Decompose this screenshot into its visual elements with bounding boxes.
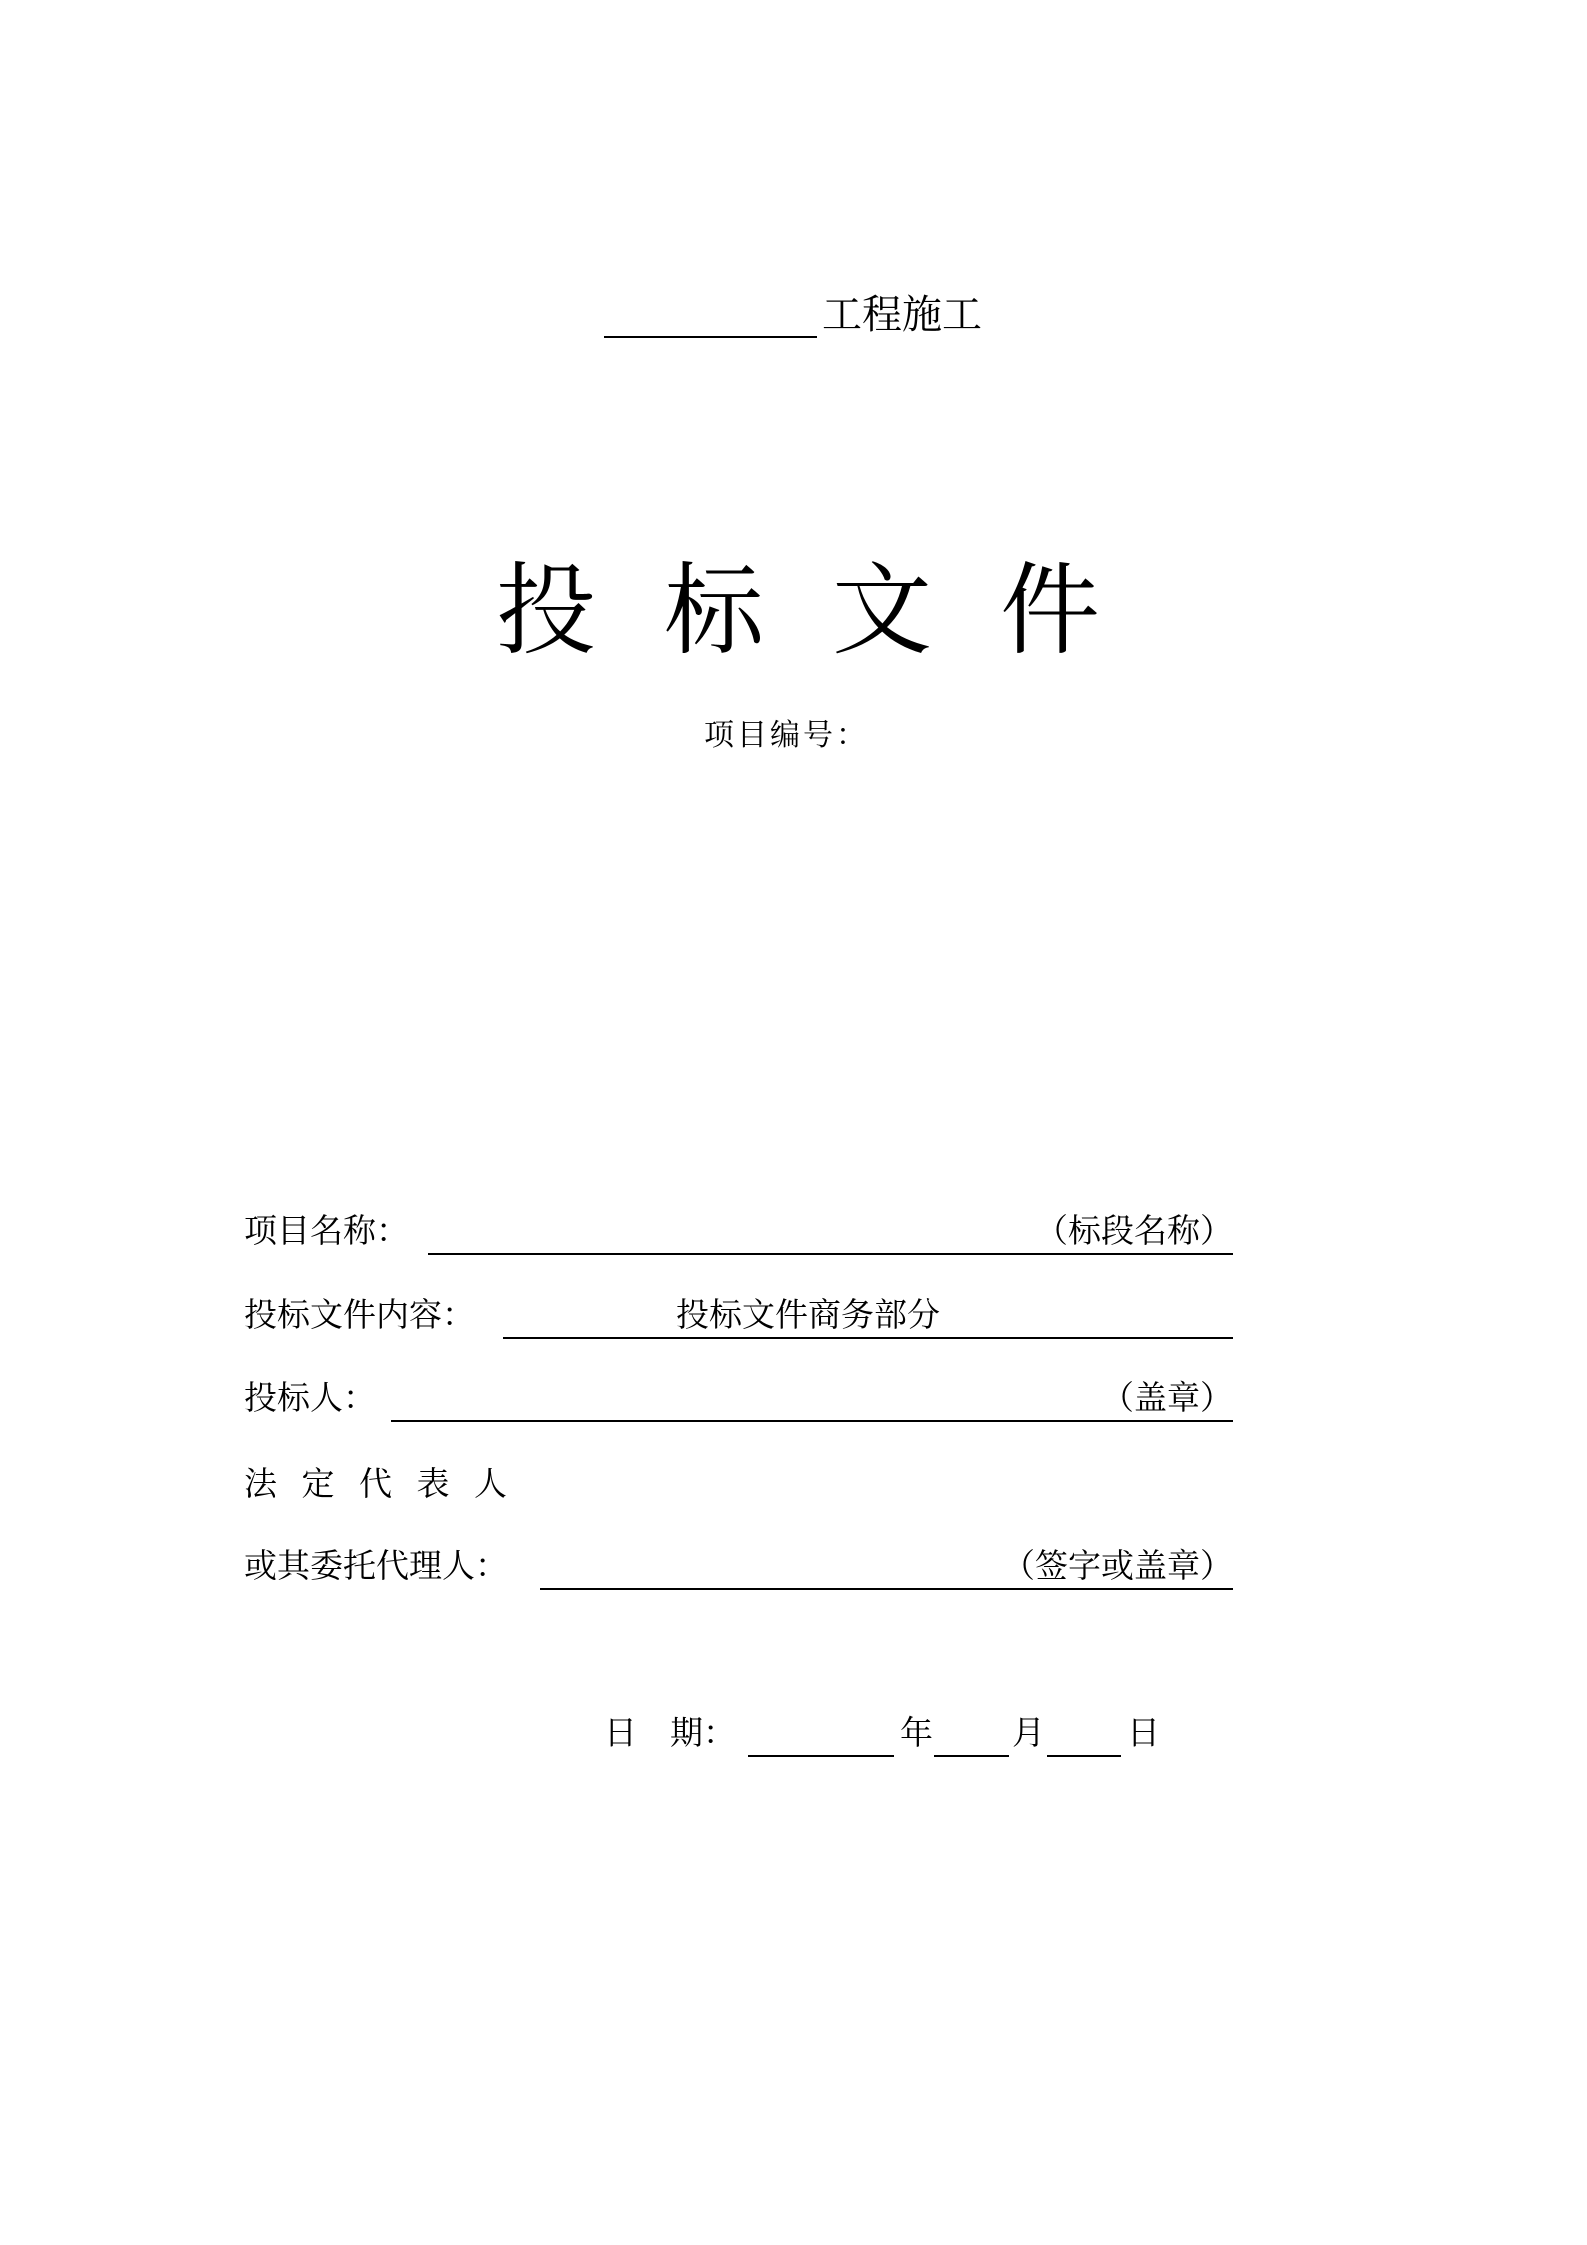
bidder-row (244, 1376, 1233, 1422)
year-label: 年 (900, 1713, 933, 1752)
legal-rep-row (244, 1462, 1233, 1508)
date-label: 日 期： (604, 1713, 736, 1752)
bid-content-value: 投标文件商务部分 (676, 1295, 940, 1334)
seal-hint: （盖章） (1101, 1378, 1233, 1417)
bid-content-field (503, 1293, 1233, 1339)
section-name-hint: （标段名称） (1035, 1211, 1233, 1250)
month-label: 月 (1012, 1713, 1045, 1752)
project-number-label: 项目编号： (704, 718, 869, 753)
bidder-field (391, 1376, 1233, 1422)
month-blank (934, 1711, 1009, 1757)
header-suffix: 工程施工 (822, 292, 982, 338)
project-name-label: 项目名称： (244, 1211, 409, 1250)
project-name-blank (604, 292, 817, 338)
project-name-field (428, 1209, 1233, 1255)
agent-row (244, 1544, 1233, 1590)
agent-field (540, 1544, 1233, 1590)
agent-label: 或其委托代理人： (244, 1546, 508, 1585)
bidder-label: 投标人： (244, 1378, 376, 1417)
document-title: 投标文件 (496, 552, 1168, 669)
bid-content-label: 投标文件内容： (244, 1295, 475, 1334)
bid-content-row (244, 1293, 1233, 1339)
sign-or-seal-hint: （签字或盖章） (1002, 1546, 1233, 1585)
project-name-row (244, 1209, 1233, 1255)
day-blank (1047, 1711, 1121, 1757)
year-blank (748, 1711, 894, 1757)
day-label: 日 (1127, 1713, 1160, 1752)
legal-rep-label: 法定代表人 (244, 1464, 532, 1503)
